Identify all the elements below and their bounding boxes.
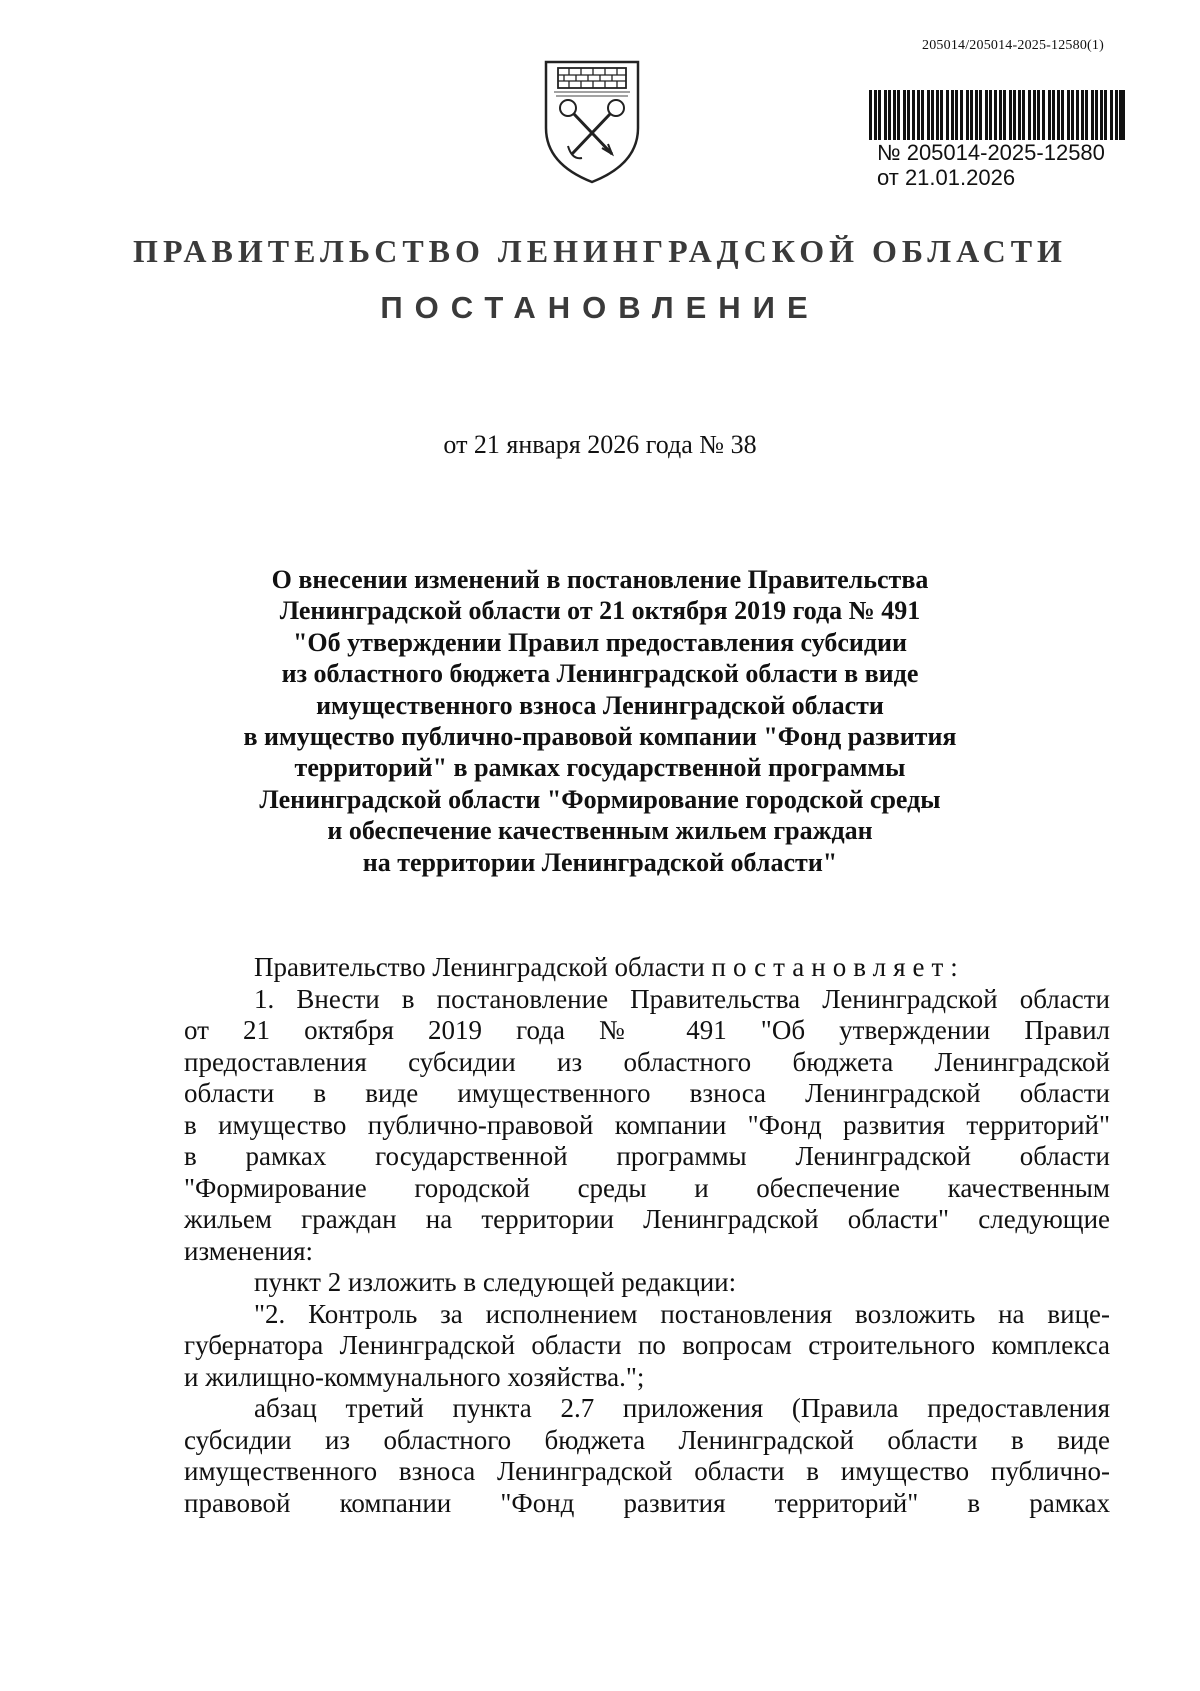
document-type-heading: ПОСТАНОВЛЕНИЕ xyxy=(380,290,820,325)
paragraph-line: абзац третий пункта 2.7 приложения (Правила предоставления xyxy=(254,1393,1110,1423)
preamble-paragraph xyxy=(184,952,1110,984)
paragraph-line: правовой компании "Фонд развития территорий" в рамках xyxy=(184,1487,1110,1518)
paragraph-line: в рамках государственной программы Ленинградской области xyxy=(184,1141,1110,1171)
paragraph-line: изменения: xyxy=(184,1235,314,1266)
paragraph-line: и жилищно-коммунального хозяйства."; xyxy=(184,1361,645,1392)
paragraph-line: в имущество публично-правовой компании "Фонд развития территорий" xyxy=(184,1109,1110,1140)
preamble-verb: постановляет: xyxy=(711,952,965,982)
title-line: имущественного взноса Ленинградской области xyxy=(316,690,884,720)
paragraph-line: пункт 2 изложить в следующей редакции: xyxy=(254,1267,737,1297)
paragraph-line: "2. Контроль за исполнением постановления возложить на вице- xyxy=(254,1298,1110,1329)
paragraph-line: жильем граждан на территории Ленинградской области" следующие xyxy=(184,1204,1110,1234)
paragraph-line: предоставления субсидии из областного бюджета Ленинградской xyxy=(184,1046,1110,1077)
decree-body xyxy=(184,952,1110,1519)
paragraph-line: субсидии из областного бюджета Ленинградской области в виде xyxy=(184,1424,1110,1455)
title-line: "Об утверждении Правил предоставления субсидии xyxy=(292,627,907,657)
title-line: территорий" в рамках государственной программы xyxy=(294,753,906,783)
title-line: в имущество публично-правовой компании "Фонд развития xyxy=(243,722,957,752)
paragraph-line: "Формирование городской среды и обеспечение качественным xyxy=(184,1172,1110,1203)
paragraph-line: губернатора Ленинградской области по вопросам строительного комплекса xyxy=(184,1330,1110,1360)
title-line: Ленинградской области "Формирование городской среды xyxy=(259,784,941,814)
paragraph-line: 1. Внести в постановление Правительства Ленинградской области xyxy=(254,983,1110,1014)
title-line: Ленинградской области от 21 октября 2019 года № 491 xyxy=(279,596,921,626)
registration-block xyxy=(877,140,1137,190)
title-line: и обеспечение качественным жильем граждан xyxy=(327,816,873,846)
decree-title xyxy=(150,564,1050,878)
document-id: 205014/205014-2025-12580(1) xyxy=(922,38,1104,53)
paragraph-line: имущественного взноса Ленинградской области в имущество публично- xyxy=(184,1456,1110,1486)
authority-heading: ПРАВИТЕЛЬСТВО ЛЕНИНГРАДСКОЙ ОБЛАСТИ xyxy=(133,233,1067,269)
paragraph-line: области в виде имущественного взноса Ленинградской области xyxy=(184,1078,1110,1108)
coat-of-arms-emblem xyxy=(538,56,646,186)
registration-date: от 21.01.2026 xyxy=(877,165,1016,190)
registration-number: № 205014-2025-12580 xyxy=(877,140,1105,165)
title-line: на территории Ленинградской области" xyxy=(362,847,838,877)
title-line: О внесении изменений в постановление Правительства xyxy=(271,565,929,594)
decree-date-number: от 21 января 2026 года № 38 xyxy=(443,430,757,459)
title-line: из областного бюджета Ленинградской области в виде xyxy=(281,659,919,689)
paragraph-line: от 21 октября 2019 года № 491 "Об утверждении Правил xyxy=(184,1015,1110,1045)
barcode-image xyxy=(869,90,1125,140)
preamble-text: Правительство Ленинградской области xyxy=(254,952,712,982)
